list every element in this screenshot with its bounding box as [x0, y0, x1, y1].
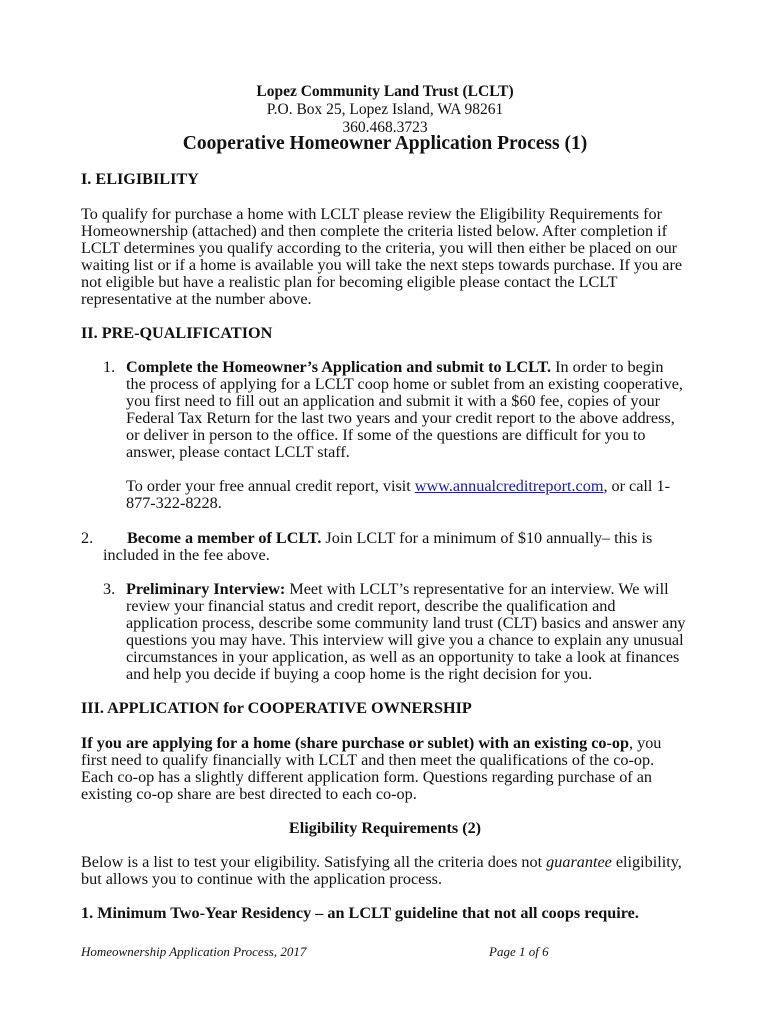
intro-emphasis: guarantee	[546, 853, 612, 871]
list-item-number: 2.	[81, 529, 94, 547]
section-eligibility-body: To qualify for purchase a home with LCLT please review the Eligibility Requirements for Homeownership (attached) and then complete the criteria listed below. After completion if LCLT determines you qualify according to the criteria, you will then either be placed on our waiting list or if a home is available you will take the next steps towards purchase. If you are not eligible but have a realistic plan for becoming eligible please contact the LCLT representative at the number above.	[81, 205, 683, 309]
credit-note-post: , or call 1-877-322-8228.	[126, 477, 670, 513]
item-body: Meet with LCLT’s representative for an interview. We will review your financial status and credit report, describe the qualification and application process, describe some community land trust (CLT) basics and answer any questions you may have. This interview will give you a chance to explain any unusual circumstances in your application, as well as an opportunity to take a look at finances and help you decide if buying a coop home is the right decision for you.	[126, 580, 686, 684]
org-phone: 360.468.3723	[342, 119, 428, 136]
list-item-text	[127, 530, 687, 547]
intro-pre: Below is a list to test your eligibility. Satisfying all the criteria does not	[81, 853, 547, 871]
list-item-number: 1.	[103, 358, 116, 376]
org-name: Lopez Community Land Trust (LCLT)	[256, 83, 514, 100]
intro-post: eligibility, but allows you to continue with the application process.	[81, 853, 682, 889]
page-title: Cooperative Homeowner Application Process (1)	[182, 133, 588, 154]
item-lead: Become a member of LCLT.	[127, 529, 322, 547]
eligibility-requirements-heading: Eligibility Requirements (2)	[288, 819, 482, 837]
list-item-text-continued: included in the fee above.	[103, 546, 270, 564]
list-item-number: 3.	[103, 580, 116, 598]
footer-page-number: Page 1 of 6	[489, 944, 549, 959]
list-item-text	[126, 581, 687, 684]
item-body: Join LCLT for a minimum of $10 annually– this is	[321, 529, 653, 547]
eligibility-intro	[81, 854, 687, 888]
section-application-heading: III. APPLICATION for COOPERATIVE OWNERSHIP	[81, 699, 472, 717]
item-lead: Preliminary Interview:	[126, 580, 286, 598]
list-item-text	[126, 359, 687, 462]
credit-note-pre: To order your free annual credit report, visit	[126, 477, 415, 495]
requirement-residency: 1. Minimum Two-Year Residency – an LCLT guideline that not all coops require.	[81, 904, 639, 922]
credit-report-note	[126, 478, 687, 512]
application-body-text: , you first need to qualify financially with LCLT and then meet the qualifications of the co-op. Each co-op has a slightly different application form. Questions regarding purchase of an existing co-op share are best directed to each co-op.	[81, 734, 662, 804]
org-address: P.O. Box 25, Lopez Island, WA 98261	[266, 101, 504, 118]
item-body: In order to begin the process of applying for a LCLT coop home or sublet from an existing cooperative, you first need to fill out an application and submit it with a $60 fee, copies of your Federal Tax Return for the last two years and your credit report to the above address, or deliver in person to the office. If some of the questions are difficult for you to answer, please contact LCLT staff.	[126, 358, 683, 462]
section-application-body	[81, 735, 687, 803]
annual-credit-report-link[interactable]: www.annualcreditreport.com	[414, 477, 604, 495]
item-lead: Complete the Homeowner’s Application and submit to LCLT.	[126, 358, 552, 376]
footer-title: Homeownership Application Process, 2017	[81, 944, 307, 959]
application-lead: If you are applying for a home (share purchase or sublet) with an existing co-op	[81, 734, 630, 752]
section-eligibility-heading: I. ELIGIBILITY	[81, 170, 199, 188]
section-prequalification-heading: II. PRE-QUALIFICATION	[81, 324, 273, 342]
